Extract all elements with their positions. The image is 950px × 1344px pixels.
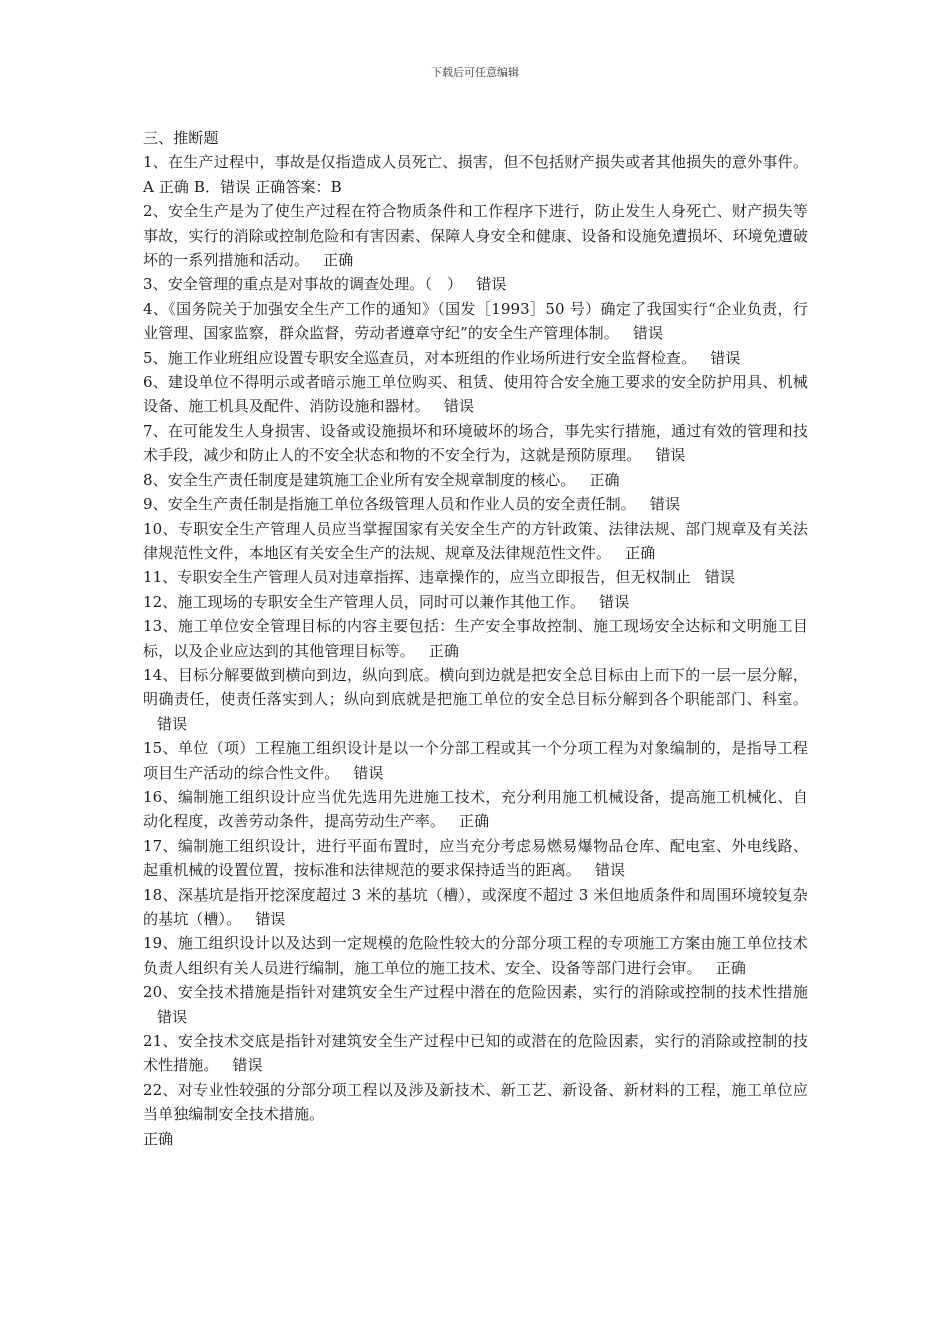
question-item xyxy=(143,1029,808,1078)
question-text: 3、安全管理的重点是对事故的调查处理。（ ） xyxy=(143,275,463,294)
question-item xyxy=(143,272,808,296)
question-item xyxy=(143,736,808,785)
answer-label: 错误 xyxy=(157,714,188,733)
question-item xyxy=(143,565,808,589)
question-text: 15、单位（项）工程施工组织设计是以一个分部工程或其一个分项工程为对象编制的，是指导工程项目生产活动的综合性文件。 xyxy=(143,739,808,782)
question-text: 9、安全生产责任制是指施工单位各级管理人员和作业人员的安全责任制。 xyxy=(143,495,636,514)
question-item xyxy=(143,297,808,346)
question-item xyxy=(143,931,808,980)
answer-label: 错误 xyxy=(655,446,686,465)
question-item xyxy=(143,590,808,614)
question-item xyxy=(143,785,808,834)
answer-label: 错误 xyxy=(704,568,735,587)
answer-label: 错误 xyxy=(632,324,664,343)
question-text: 13、施工单位安全管理目标的内容主要包括：生产安全事故控制、施工现场安全达标和文明施工目标，以及企业应达到的其他管理目标等。 xyxy=(143,617,808,660)
answer-label: 错误 xyxy=(353,763,384,782)
answer-label: 错误 xyxy=(232,1056,263,1075)
question-item xyxy=(143,1078,808,1151)
question-list xyxy=(143,150,808,1151)
question-text: 19、施工组织设计以及达到一定规模的危险性较大的分部分项工程的专项施工方案由施工单位技术负责人组织有关人员进行编制，施工单位的施工技术、安全、设备等部门进行会审。 xyxy=(143,934,808,977)
question-item xyxy=(143,883,808,932)
question-text: 17、编制施工组织设计，进行平面布置时，应当充分考虑易燃易爆物品仓库、配电室、外电线路、起重机械的设置位置，按标准和法律规范的要求保持适当的距离。 xyxy=(143,836,808,880)
question-text: 7、在可能发生人身损害、设备或设施损坏和环境破坏的场合，事先实行措施，通过有效的管理和技术手段，减少和防止人的不安全状态和物的不安全行为，这就是预防原理。 xyxy=(143,421,808,465)
question-text: 10、专职安全生产管理人员应当掌握国家有关安全生产的方针政策、法律法规、部门规章及有关法律规范性文件，本地区有关安全生产的法规、规章及法律规范性文件。 xyxy=(143,519,808,562)
question-text: 21、安全技术交底是指针对建筑安全生产过程中已知的或潜在的危险因素，实行的消除或控制的技术性措施。 xyxy=(143,1032,808,1075)
question-text: 20、安全技术措施是指针对建筑安全生产过程中潜在的危险因素，实行的消除或控制的技术性措施 xyxy=(143,983,808,1002)
question-text: 11、专职安全生产管理人员对违章指挥、违章操作的，应当立即报告，但无权制止 xyxy=(143,568,691,587)
answer-label: 错误 xyxy=(157,1007,188,1026)
question-item xyxy=(143,492,808,516)
answer-label: 正确 xyxy=(625,543,656,562)
question-text: 1、在生产过程中，事故是仅指造成人员死亡、损害，但不包括财产损失或者其他损失的意外事件。A 正确 B．错误 正确答案：B xyxy=(143,153,808,196)
answer-label: 错误 xyxy=(255,910,286,928)
question-item xyxy=(143,419,808,468)
question-item xyxy=(143,614,808,663)
question-item xyxy=(143,468,808,492)
question-item xyxy=(143,980,808,1029)
question-text: 18、深基坑是指开挖深度超过 3 米的基坑（槽），或深度不超过 3 米但地质条件和周围环境较复杂的基坑（槽）。 xyxy=(143,885,808,928)
answer-label: 错误 xyxy=(649,495,681,514)
answer-label: 错误 xyxy=(443,397,475,416)
question-item xyxy=(143,370,808,419)
answer-label: 错误 xyxy=(710,348,741,367)
answer-label: 错误 xyxy=(594,861,626,880)
question-item xyxy=(143,517,808,566)
answer-label: 错误 xyxy=(599,592,630,611)
question-text: 16、编制施工组织设计应当优先选用先进施工技术，充分利用施工机械设备，提高施工机械化、自动化程度，改善劳动条件，提高劳动生产率。 xyxy=(143,787,808,831)
question-item xyxy=(143,663,808,736)
question-item xyxy=(143,199,808,272)
answer-label: 正确 xyxy=(715,958,746,977)
answer-label: 正确 xyxy=(143,1129,174,1148)
question-item xyxy=(143,346,808,370)
section-title: 三、推断题 xyxy=(143,129,219,147)
question-text: 8、安全生产责任制度是建筑施工企业所有安全规章制度的核心。 xyxy=(143,470,576,489)
answer-label: 正确 xyxy=(459,812,490,831)
answer-label: 错误 xyxy=(476,275,507,294)
question-item xyxy=(143,834,808,883)
question-text: 5、施工作业班组应设置专职安全巡查员，对本班组的作业场所进行安全监督检查。 xyxy=(143,348,697,367)
answer-label: 正确 xyxy=(428,641,460,660)
answer-label: 正确 xyxy=(589,470,620,489)
question-text: 12、施工现场的专职安全生产管理人员，同时可以兼作其他工作。 xyxy=(143,592,586,611)
answer-label: 正确 xyxy=(323,251,354,270)
question-text: 22、对专业性较强的分部分项工程以及涉及新技术、新工艺、新设备、新材料的工程，施工单位应当单独编制安全技术措施。 xyxy=(143,1080,808,1124)
question-text: 4、《国务院关于加强安全生产工作的通知》（国发［1993］50 号）确定了我国实行“企业负责，行业管理、国家监察，群众监督，劳动者遵章守纪”的安全生产管理体制。 xyxy=(143,299,808,343)
question-text: 14、目标分解要做到横向到边，纵向到底。横向到边就是把安全总目标由上而下的一层一层分解，明确责任，使责任落实到人；纵向到底就是把施工单位的安全总目标分解到各个职能部门、科室。 xyxy=(143,665,808,709)
document-body xyxy=(143,126,808,1151)
page-header: 下载后可任意编辑 xyxy=(431,66,519,79)
question-text: 6、建设单位不得明示或者暗示施工单位购买、租赁、使用符合安全施工要求的安全防护用具、机械设备、施工机具及配件、消防设施和器材。 xyxy=(143,373,808,416)
question-text: 2、安全生产是为了使生产过程在符合物质条件和工作程序下进行，防止发生人身死亡、财产损失等事故，实行的消除或控制危险和有害因素、保障人身安全和健康、设备和设施免遭损坏、环境免遭破坏的一系列措施和活动。 xyxy=(143,202,808,270)
question-item xyxy=(143,150,808,199)
